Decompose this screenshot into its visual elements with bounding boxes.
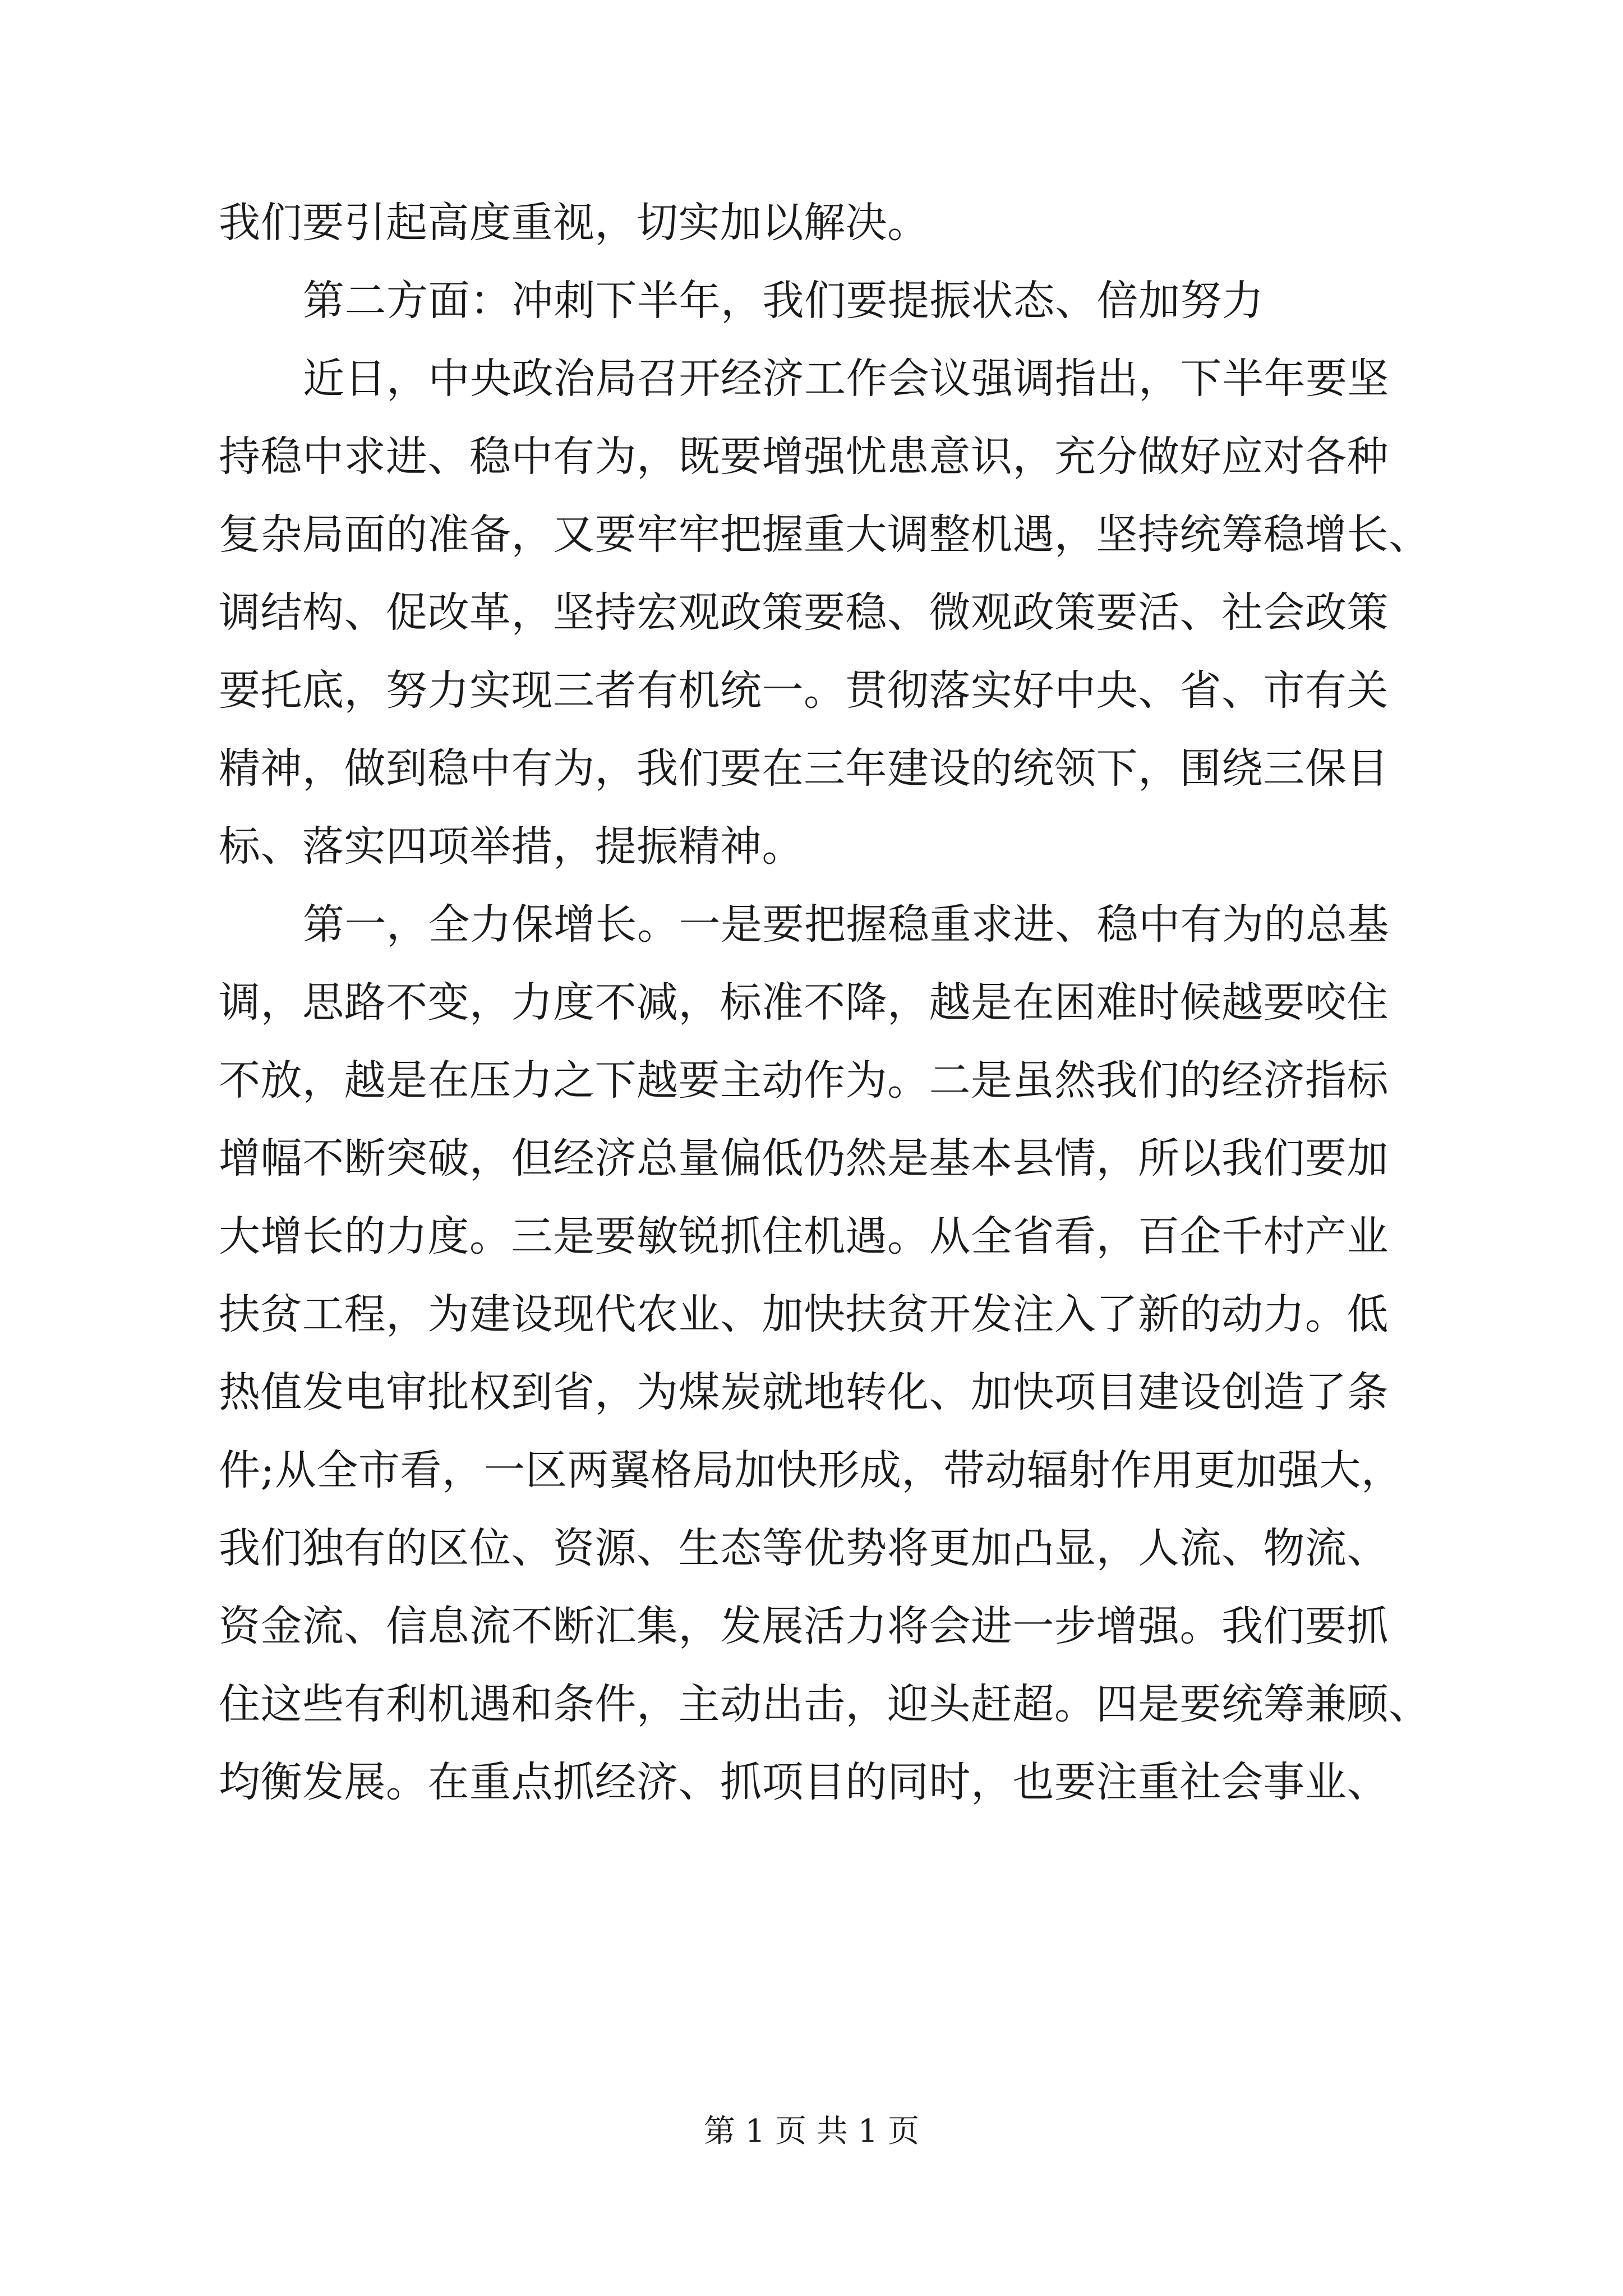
section-heading: 第二方面：冲刺下半年，我们要提振状态、倍加努力 (303, 277, 1264, 325)
text-line: 资金流、信息流不断汇集，发展活力将会进一步增强。我们要抓 (219, 1602, 1389, 1650)
text-line: 我们要引起高度重视，切实加以解决。 (219, 199, 929, 247)
text-line: 扶贫工程，为建设现代农业、加快扶贫开发注入了新的动力。低 (219, 1290, 1389, 1338)
text-line: 调结构、促改革，坚持宏观政策要稳、微观政策要活、社会政策 (219, 588, 1389, 637)
text-line: 调，思路不变，力度不减，标准不降，越是在困难时候越要咬住 (219, 978, 1389, 1027)
text-line: 精神，做到稳中有为，我们要在三年建设的统领下，围绕三保目 (219, 744, 1389, 793)
page-footer (0, 2109, 1623, 2154)
text-line: 增幅不断突破，但经济总量偏低仍然是基本县情，所以我们要加 (219, 1134, 1389, 1182)
text-line: 均衡发展。在重点抓经济、抓项目的同时，也要注重社会事业、 (219, 1758, 1389, 1806)
text-line: 热值发电审批权到省，为煤炭就地转化、加快项目建设创造了条 (219, 1368, 1389, 1416)
text-line: 第一，全力保增长。一是要把握稳重求进、稳中有为的总基 (303, 900, 1389, 949)
text-line: 大增长的力度。三是要敏锐抓住机遇。从全省看，百企千村产业 (219, 1212, 1389, 1260)
text-line: 要托底，努力实现三者有机统一。贯彻落实好中央、省、市有关 (219, 666, 1389, 715)
page-number-label: 第 1 页 共 1 页 (703, 2113, 920, 2150)
text-line: 不放，越是在压力之下越要主动作为。二是虽然我们的经济指标 (219, 1056, 1389, 1105)
text-line: 近日，中央政治局召开经济工作会议强调指出，下半年要坚 (303, 355, 1389, 403)
document-body (219, 184, 1430, 1821)
text-line: 持稳中求进、稳中有为，既要增强忧患意识，充分做好应对各种 (219, 432, 1389, 481)
text-line: 标、落实四项举措，提振精神。 (219, 822, 804, 871)
text-line: 住这些有利机遇和条件，主动出击，迎头赶超。四是要统筹兼顾、 (219, 1680, 1431, 1728)
text-line: 复杂局面的准备，又要牢牢把握重大调整机遇，坚持统筹稳增长、 (219, 510, 1431, 559)
text-line: 我们独有的区位、资源、生态等优势将更加凸显，人流、物流、 (219, 1524, 1389, 1572)
text-line: 件;从全市看，一区两翼格局加快形成，带动辐射作用更加强大， (219, 1446, 1403, 1494)
